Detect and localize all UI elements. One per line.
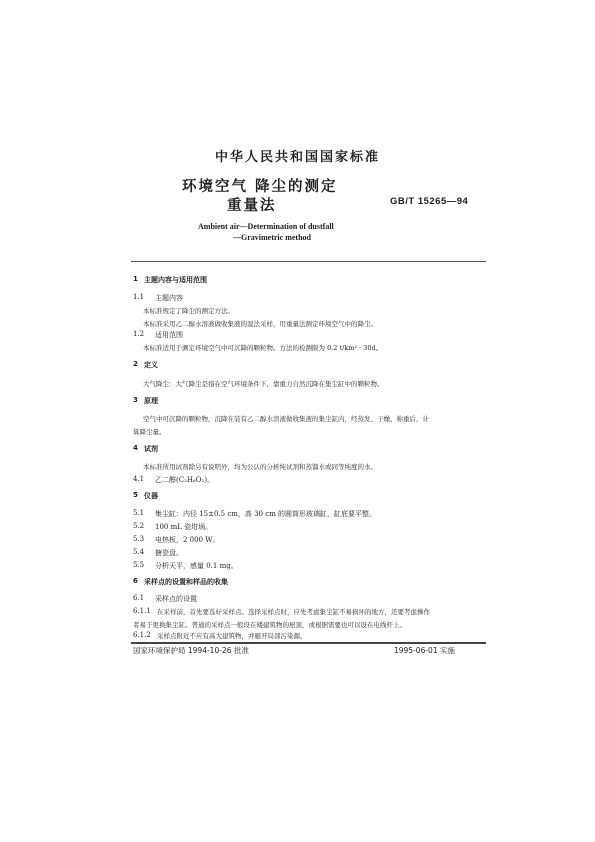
paragraph: 本标准所用试剂除另有说明外，均为公认的分析纯试剂和蒸馏水或同等纯度的水。 [143, 463, 377, 471]
section-1-2-title: 适用范围 [155, 331, 183, 339]
section-6-1-number: 6.1 [133, 594, 145, 602]
section-6-number: 6 [133, 577, 138, 585]
section-4-1-text: 乙二醇(C₂H₆O₂)。 [155, 476, 215, 484]
section-6-1-1-text: 在采样前，首先要选好采样点。选择采样点时，应先考虑集尘缸不易损坏的地方，还要考虑操作 [157, 608, 430, 616]
section-5-1-number: 5.1 [133, 509, 145, 517]
effective-date: 1995-06-01 实施 [394, 646, 455, 655]
standard-code: GB/T 15265—94 [390, 196, 469, 207]
section-5-4-text: 搪瓷盘。 [155, 549, 183, 557]
paragraph: 空气中可沉降的颗粒物，沉降在装有乙二醇水溶液做收集液的集尘缸内，经蒸发、干燥、称重后，计 [143, 415, 429, 423]
section-1-number: 1 [133, 275, 138, 283]
section-1-2-number: 1.2 [133, 330, 145, 338]
footer-divider [131, 642, 486, 644]
section-2-title: 定义 [144, 361, 158, 369]
section-5-5-text: 分析天平，感量 0.1 mg。 [155, 562, 238, 570]
section-1-title: 主题内容与适用范围 [144, 276, 207, 284]
paragraph: 者易于更换集尘缸。普通的采样点一般设在矮建筑物的屋顶，或根据需要也可以设在电线杆上。 [133, 621, 406, 629]
section-4-1-number: 4.1 [133, 475, 145, 483]
section-4-title: 试剂 [144, 445, 158, 453]
section-6-1-2-text: 采样点附近不应有高大建筑物，并避开局部污染源。 [157, 632, 307, 640]
section-5-title: 仪器 [144, 492, 158, 500]
section-6-1-1-number: 6.1.1 [133, 607, 151, 615]
section-5-2-text: 100 mL 瓷坩埚。 [155, 523, 213, 531]
header-divider [131, 261, 486, 262]
title-line-1: 环境空气 降尘的测定 [182, 179, 338, 195]
issuer-approval: 国家环境保护局 1994-10-26 批准 [133, 646, 249, 655]
section-5-5-number: 5.5 [133, 561, 145, 569]
title-line-2: 重量法 [227, 198, 277, 214]
section-5-3-text: 电热板，2 000 W。 [155, 536, 220, 544]
english-title-line-1: Ambient air—Determination of dustfall [198, 222, 334, 231]
paragraph: 大气降尘：大气降尘是指在空气环境条件下，靠重力自然沉降在集尘缸中的颗粒物。 [143, 380, 384, 388]
section-6-1-2-number: 6.1.2 [133, 631, 151, 639]
section-1-1-number: 1.1 [133, 293, 145, 301]
section-1-1-title: 主题内容 [155, 294, 183, 302]
section-5-2-number: 5.2 [133, 522, 145, 530]
section-5-number: 5 [133, 491, 138, 499]
english-title-line-2: —Gravimetric method [233, 233, 311, 242]
section-4-number: 4 [133, 444, 138, 452]
paragraph: 本标准规定了降尘的测定方法。 [143, 307, 234, 315]
section-5-1-text: 集尘缸：内径 15±0.5 cm，高 30 cm 的圆筒形玻璃缸，缸底要平整。 [155, 510, 377, 518]
section-3-number: 3 [133, 396, 138, 404]
paragraph: 算降尘量。 [133, 428, 166, 436]
national-standard-heading: 中华人民共和国国家标准 [214, 150, 380, 165]
paragraph: 本标准适用于测定环境空气中可沉降的颗粒物。方法的检测限为 0.2 t/km² · 30d。 [143, 344, 383, 352]
section-2-number: 2 [133, 360, 138, 368]
section-5-3-number: 5.3 [133, 535, 145, 543]
section-5-4-number: 5.4 [133, 548, 145, 556]
section-6-1-title: 采样点的设置 [155, 595, 197, 603]
section-6-title: 采样点的设置和样品的收集 [144, 578, 228, 586]
section-3-title: 原理 [144, 397, 158, 405]
paragraph: 本标准采用乙二醇水溶液做收集液的湿法采样，用重量法测定环境空气中的降尘。 [143, 320, 377, 328]
